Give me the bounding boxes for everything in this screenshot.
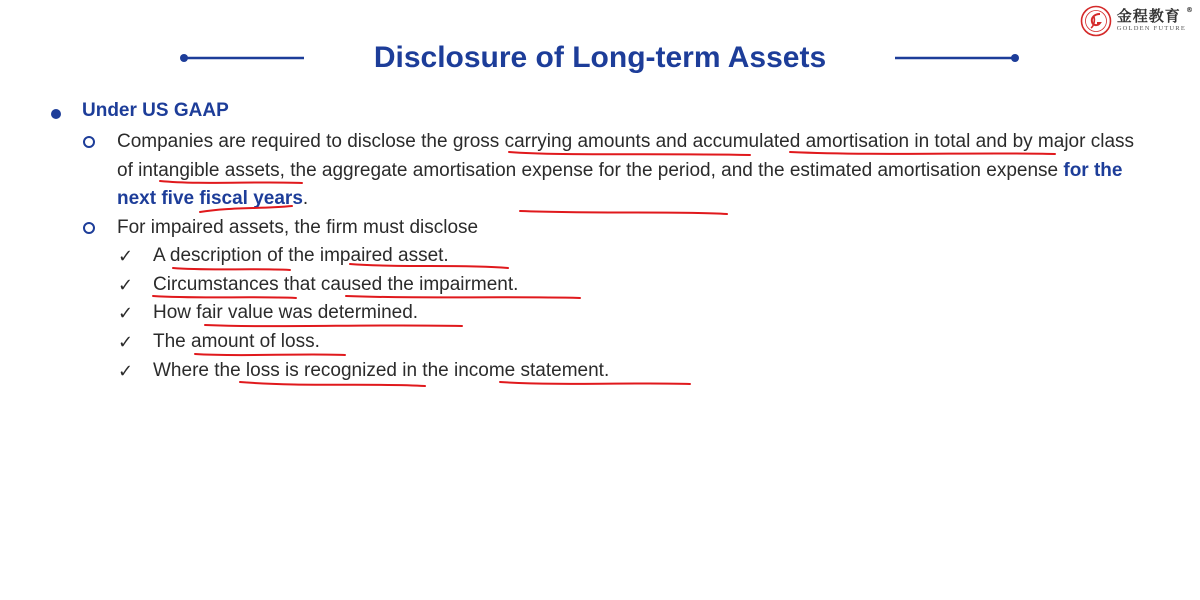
point-text: Companies are required to disclose the gross carrying amounts and accumulated amortisation in total and by major class of intangible assets, the aggregate amortisation expense for the period, and the estimated amortisation expense [117, 131, 1135, 181]
title-row [0, 36, 1200, 80]
point-disclosure-intangibles [117, 128, 1137, 214]
slide-title: Disclosure of Long-term Assets [373, 41, 827, 74]
check-item: A description of the impaired asset. [153, 245, 449, 266]
bullet-ring-icon [83, 136, 95, 148]
checkmark-icon: ✓ [118, 361, 134, 382]
logo-chinese-name: 金程教育 ® [1116, 6, 1194, 26]
golden-future-logo-icon [1080, 5, 1112, 37]
emphasis-text: for the next five fiscal years [117, 159, 1123, 209]
brand-logo [1080, 5, 1194, 37]
checkmark-icon: ✓ [118, 303, 134, 324]
checkmark-icon: ✓ [118, 332, 134, 353]
point-impaired-assets: For impaired assets, the firm must disclose [117, 217, 479, 238]
bullet-ring-icon [83, 222, 95, 234]
check-item: How fair value was determined. [153, 302, 419, 323]
checkmark-icon: ✓ [118, 246, 134, 267]
bullet-dot-icon [51, 109, 61, 119]
point-text-end: . [302, 188, 309, 209]
logo-english-name: GOLDEN FUTURE [1116, 25, 1186, 33]
check-item: Where the loss is recognized in the income statement. [153, 360, 610, 381]
checkmark-icon: ✓ [118, 275, 134, 296]
check-item: The amount of loss. [153, 331, 320, 352]
title-right-rule [893, 36, 1023, 80]
section-heading: Under US GAAP [82, 100, 229, 121]
check-item: Circumstances that caused the impairment. [153, 274, 519, 295]
registered-mark: ® [1186, 6, 1194, 15]
